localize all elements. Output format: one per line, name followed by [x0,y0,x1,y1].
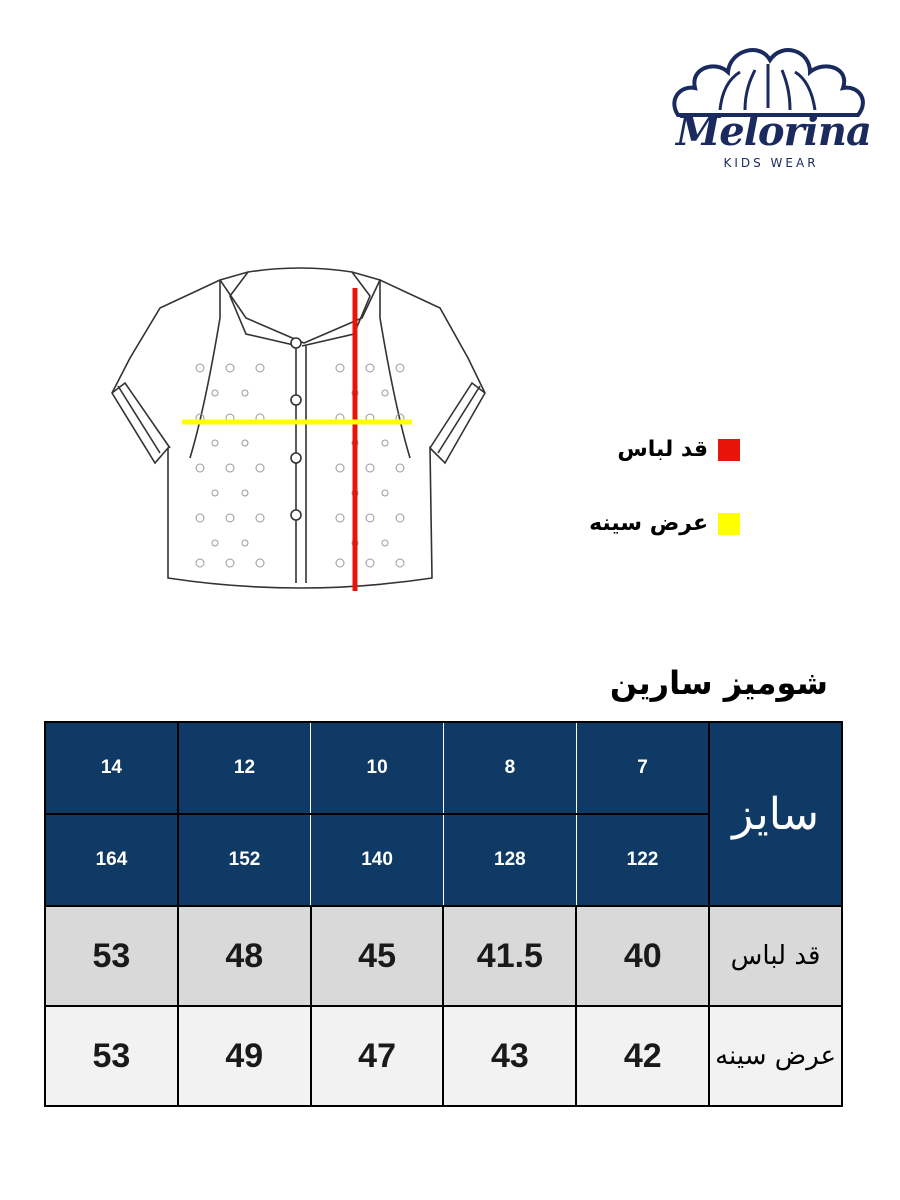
size-age-cell: 10 [311,722,444,814]
size-age-cell: 14 [45,722,178,814]
brand-logo [660,30,875,180]
size-age-cell: 7 [576,722,709,814]
table-row [45,1006,842,1106]
length-value-cell: 45 [311,906,444,1006]
table-row [45,906,842,1006]
length-value-cell: 53 [45,906,178,1006]
length-value-cell: 40 [576,906,709,1006]
legend-chest [589,511,740,536]
chest-value-cell: 49 [178,1006,311,1106]
chest-value-cell: 42 [576,1006,709,1106]
product-title: شومیز سارین [609,664,828,702]
size-chart-table [44,721,843,1107]
chest-row-label: عرض سینه [709,1006,842,1106]
size-height-cell: 140 [311,814,444,906]
size-age-cell: 8 [443,722,576,814]
legend-yellow-swatch [718,513,740,535]
size-header-label: سایز [709,722,842,906]
size-height-cell: 128 [443,814,576,906]
length-value-cell: 48 [178,906,311,1006]
length-row-label: قد لباس [709,906,842,1006]
size-height-cell: 122 [576,814,709,906]
size-height-cell: 164 [45,814,178,906]
chest-value-cell: 47 [311,1006,444,1106]
length-value-cell: 41.5 [443,906,576,1006]
logo-wordmark: Melorina [676,108,871,155]
chest-value-cell: 43 [443,1006,576,1106]
size-height-cell: 152 [178,814,311,906]
legend-chest-label: عرض سینه [589,511,708,536]
chest-value-cell: 53 [45,1006,178,1106]
logo-tagline: KIDS WEAR [723,156,819,170]
size-age-cell: 12 [178,722,311,814]
shirt-sketch [100,258,500,607]
legend-length [617,437,740,462]
legend-length-label: قد لباس [617,437,708,462]
legend-red-swatch [718,439,740,461]
